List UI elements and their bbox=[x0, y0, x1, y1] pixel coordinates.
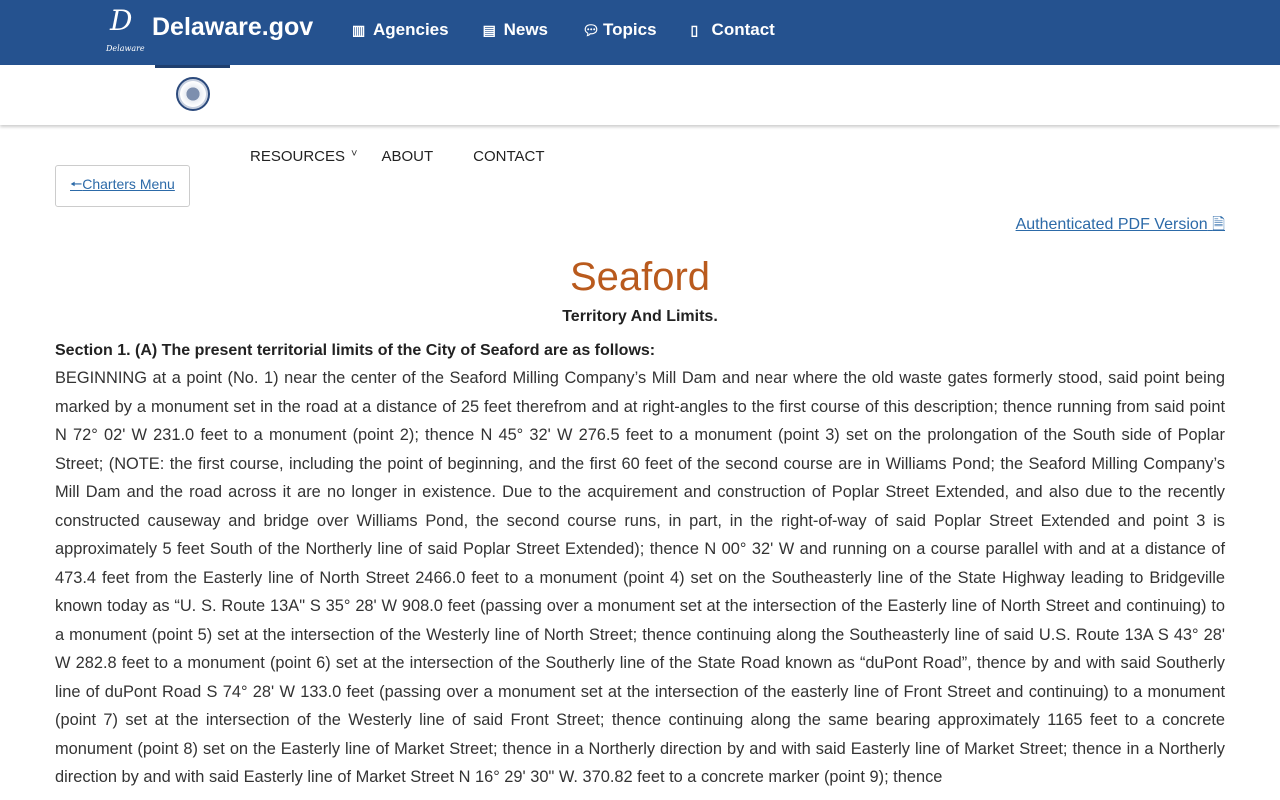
chat-icon: 💬︎ bbox=[582, 22, 600, 38]
chapter-subtitle: Territory And Limits. bbox=[562, 308, 718, 325]
section-heading: Section 1. (A) The present territorial limits of the City of Seaford are as follows: bbox=[55, 342, 656, 359]
back-label: Charters Menu bbox=[82, 176, 175, 192]
nav-topics[interactable] bbox=[582, 20, 657, 40]
pdf-version-link[interactable] bbox=[1016, 216, 1225, 233]
nav-news[interactable] bbox=[483, 20, 548, 40]
chevron-down-icon[interactable]: ˅ bbox=[351, 148, 358, 160]
sub-nav bbox=[250, 148, 585, 166]
phone-icon: ▯ bbox=[690, 22, 699, 38]
section-body: BEGINNING at a point (No. 1) near the center of the Seaford Milling Company’s Mill Dam and near where the old waste gates formerly stood, said point being marked by a monument set in the road at a distance of 25 feet therefrom and at right-angles to the first course of this description; thence running from said point N 72° 02' W 231.0 feet to a monument (point 2); thence N 45° 32' W 276.5 feet to a monument (point 3) set on the prolongation of the South side of Poplar Street; (NOTE: the first course, including the point of beginning, and the first 60 feet of the second course are in Williams Pond; the Seaford Milling Company’s Mill Dam and the road across it are no longer in existence. Due to the acquirement and construction of Poplar Street Extended, and also due to the recently constructed causeway and bridge over Williams Pond, the second course runs, in part, in the right-of-way of said Poplar Street Extended and point 3 is approximately 5 feet South of the Northerly line of said Poplar Street Extended); thence N 00° 32' W and running on a course parallel with and at a distance of 473.4 feet from the Easterly line of North Street 2466.0 feet to a monument (point 4) set on the Southeasterly line of the State Highway leading to Bridgeville known today as “U. S. Route 13A" S 35° 28' W 908.0 feet (passing over a monument set at the intersection of the Easterly line of North Street and continuing) to a monument (point 5) set at the intersection of the Westerly line of North Street; thence continuing along the Southeasterly line of said U.S. Route 13A S 43° 28' W 282.8 feet to a monument (point 6) set at the intersection of the Southerly line of the State Road known as “duPont Road”, thence by and with said Southerly line of duPont Road S 74° 28' W 133.0 feet (passing over a monument set at the intersection of the easterly line of Front Street and continuing) to a monument (point 7) set at the intersection of the Westerly line of said Front Street; thence continuing along the same bearing approximately 1165 feet to a concrete monument (point 8) set on the Easterly line of Market Street; thence in a Northerly direction by and with said Easterly line of Market Street; thence in a Northerly direction by and with said Easterly line of Market Street N 16° 29' 30" W. 370.82 feet to a concrete marker (point 9); thence bbox=[55, 369, 1225, 786]
nav-label: Agencies bbox=[373, 20, 449, 39]
top-nav bbox=[352, 20, 775, 40]
nav-label: Topics bbox=[603, 20, 657, 39]
active-indicator bbox=[155, 65, 230, 68]
site-title: Delaware.gov bbox=[152, 13, 314, 41]
subnav-contact[interactable]: CONTACT bbox=[473, 148, 545, 165]
nav-contact[interactable] bbox=[691, 20, 775, 40]
nav-label: News bbox=[503, 20, 549, 39]
site-header bbox=[0, 0, 1280, 65]
newspaper-icon: ▤ bbox=[482, 22, 496, 38]
arrow-left-icon: 🠔 bbox=[70, 176, 83, 192]
nav-agencies[interactable] bbox=[352, 20, 449, 40]
building-icon: ▥ bbox=[352, 22, 366, 38]
logo-small-text: Delaware bbox=[106, 44, 145, 53]
charters-menu-button[interactable] bbox=[55, 165, 190, 207]
page-title: Seaford bbox=[569, 255, 711, 299]
logo-script-d: D bbox=[110, 4, 133, 37]
file-pdf-icon: 🗎 bbox=[1212, 216, 1225, 233]
state-seal-logo[interactable] bbox=[176, 77, 210, 111]
nav-label: Contact bbox=[711, 20, 775, 39]
delaware-logo[interactable] bbox=[106, 6, 316, 56]
main-content bbox=[0, 125, 1280, 792]
subnav-resources[interactable]: RESOURCES bbox=[250, 148, 346, 165]
pdf-label: Authenticated PDF Version bbox=[1015, 216, 1208, 233]
subnav-about[interactable]: ABOUT bbox=[381, 148, 434, 165]
